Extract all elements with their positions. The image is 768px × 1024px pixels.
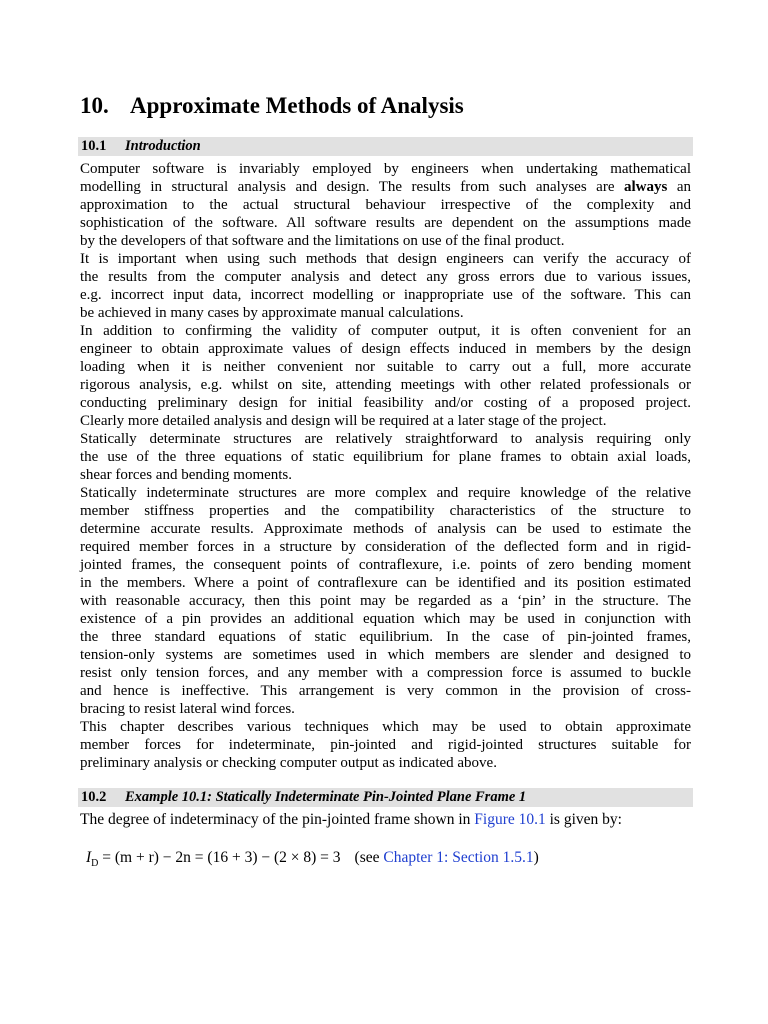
text-line: conducting preliminary design for initial feasibility and/or costing of a proposed project. (80, 395, 691, 411)
text-line: member forces for indeterminate, pin-jointed and rigid-jointed structures suitable for (80, 737, 691, 753)
text-line: member stiffness properties and the compatibility characteristics of the structure to (80, 503, 691, 519)
text-line: e.g. incorrect input data, incorrect modelling or inappropriate use of the software. This can (80, 287, 691, 303)
section-title: Introduction (125, 138, 201, 154)
paragraph-1 (80, 160, 691, 250)
text-line: the three standard equations of static equilibrium. In the case of pin-jointed frames, (80, 629, 691, 645)
text-line: Statically determinate structures are relatively straightforward to analysis requiring only (80, 431, 691, 447)
section-heading-example (78, 788, 693, 807)
text-line: bracing to resist lateral wind forces. (80, 701, 295, 717)
text-line: jointed frames, the consequent points of contraflexure, i.e. points of zero bending moment (80, 557, 691, 573)
chapter-title-text: Approximate Methods of Analysis (130, 93, 464, 118)
paragraph-3 (80, 322, 691, 430)
paragraph-2 (80, 250, 691, 322)
text-line: with reasonable accuracy, then this point may be regarded as a ‘pin’ in the structure. The (80, 593, 691, 609)
text-line: tension-only systems are sometimes used in which members are slender and designed to (80, 647, 691, 663)
indeterminacy-equation: $I_D = (m + r) - 2n = (16 + 3) - (2 \times 8) = 3$ (see Chapter 1: Section 1.5.1) (86, 849, 539, 870)
text-line: engineer to obtain approximate values of design effects induced in members by the design (80, 341, 691, 357)
text-line: the use of the three equations of static equilibrium for plane frames to obtain axial loads, (80, 449, 691, 465)
chapter-title (80, 93, 464, 119)
text-line: the results from the computer analysis and detect any gross errors due to various issues, (80, 269, 691, 285)
chapter-section-link[interactable]: Chapter 1: Section 1.5.1 (383, 849, 534, 866)
text-line: modelling in structural analysis and design. The results from such analyses are always an (80, 179, 691, 195)
text-line: Statically indeterminate structures are more complex and require knowledge of the relative (80, 485, 691, 501)
text-line: It is important when using such methods that design engineers can verify the accuracy of (80, 251, 691, 267)
text-line: be achieved in many cases by approximate manual calculations. (80, 305, 464, 321)
section-number: 10.2 (81, 789, 107, 805)
text-line: and hence is ineffective. This arrangement is very common in the provision of cross- (80, 683, 691, 699)
chapter-number: 10. (80, 93, 109, 118)
text-line: shear forces and bending moments. (80, 467, 293, 483)
text-line: by the developers of that software and the limitations on use of the final product. (80, 233, 565, 249)
text-line: loading when it is neither convenient nor suitable to carry out a full, more accurate (80, 359, 691, 375)
section-number: 10.1 (81, 138, 107, 154)
example-intro: The degree of indeterminacy of the pin-jointed frame shown in Figure 10.1 is given by: (80, 811, 622, 828)
text-line: in the members. Where a point of contraflexure can be identified and its position estimated (80, 575, 691, 591)
text-line: This chapter describes various techniques which may be used to obtain approximate (80, 719, 691, 735)
equation-subscript: D (91, 858, 99, 870)
text-line: Computer software is invariably employed by engineers when undertaking mathematical (80, 161, 691, 177)
text-line: resist only tension forces, and any member with a compression force is assumed to buckle (80, 665, 691, 681)
figure-link[interactable]: Figure 10.1 (474, 811, 546, 828)
paragraph-5 (80, 484, 691, 718)
paragraph-6 (80, 718, 691, 772)
paragraph-4 (80, 430, 691, 484)
text-line: sophistication of the software. All software results are dependent on the assumptions made (80, 215, 691, 231)
text-line: Clearly more detailed analysis and design will be required at a later stage of the project. (80, 413, 607, 429)
section-body (80, 160, 691, 772)
text-line: In addition to confirming the validity of computer output, it is often convenient for an (80, 323, 691, 339)
text-line: preliminary analysis or checking computer output as indicated above. (80, 755, 497, 771)
equation-expression: = (m + r) − 2n = (16 + 3) − (2 × 8) = 3 (98, 849, 341, 866)
emphasis-always: always (623, 179, 668, 195)
equation-symbol: I (86, 849, 92, 866)
text-line: rigorous analysis, e.g. whilst on site, attending meetings with other related professionals or (80, 377, 691, 393)
text-line: determine accurate results. Approximate methods of analysis can be used to estimate the (80, 521, 691, 537)
text-line: required member forces in a structure by consideration of the deflected form and in rigid- (80, 539, 691, 555)
section-heading-introduction (78, 137, 693, 156)
text-line: approximation to the actual structural behaviour irrespective of the complexity and (80, 197, 691, 213)
section-title: Example 10.1: Statically Indeterminate Pin-Jointed Plane Frame 1 (125, 789, 527, 805)
text-line: existence of a pin provides an additional equation which may be used in conjunction with (80, 611, 691, 627)
